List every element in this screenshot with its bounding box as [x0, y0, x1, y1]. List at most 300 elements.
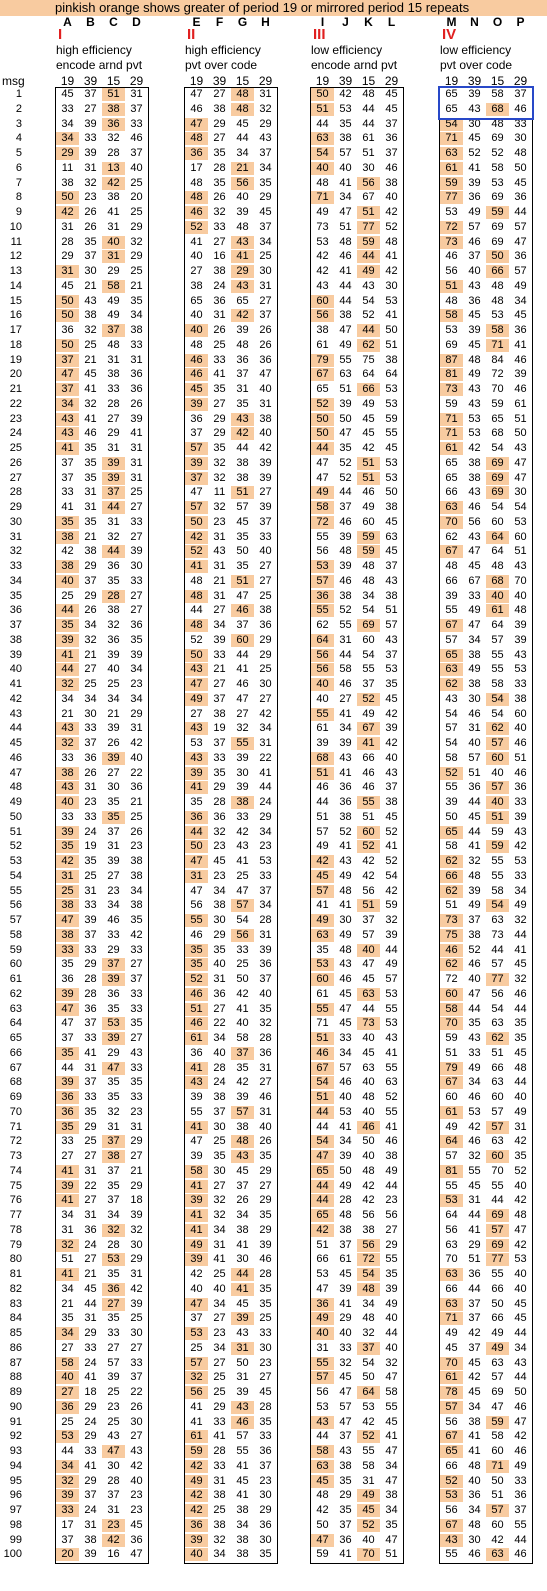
grid-cell[interactable]: 58 — [440, 309, 463, 322]
grid-cell[interactable]: 40 — [514, 1268, 527, 1280]
grid-cell[interactable]: 38 — [339, 1223, 352, 1236]
grid-cell[interactable]: 41 — [385, 1120, 398, 1133]
grid-cell[interactable]: 61 — [440, 1106, 463, 1119]
grid-cell[interactable]: 36 — [514, 191, 527, 204]
grid-cell[interactable]: 39 — [385, 1282, 398, 1295]
grid-cell[interactable]: 48 — [190, 176, 203, 189]
grid-cell[interactable]: 43 — [468, 530, 481, 543]
grid-cell[interactable]: 49 — [185, 1475, 208, 1488]
grid-cell[interactable]: 67 — [440, 1519, 463, 1532]
grid-cell[interactable]: 30 — [339, 914, 352, 926]
grid-cell[interactable]: 45 — [385, 102, 398, 115]
grid-cell[interactable]: 40 — [486, 590, 509, 603]
grid-cell[interactable]: 29 — [339, 1489, 352, 1502]
grid-cell[interactable]: 46 — [316, 781, 329, 794]
grid-cell[interactable]: 41 — [84, 1459, 97, 1472]
grid-cell[interactable]: 64 — [486, 531, 509, 544]
grid-cell[interactable]: 28 — [339, 1194, 352, 1207]
grid-cell[interactable]: 40 — [385, 1312, 398, 1325]
grid-cell[interactable]: 40 — [311, 678, 334, 691]
grid-cell[interactable]: 30 — [213, 1164, 226, 1177]
grid-cell[interactable]: 31 — [259, 88, 272, 100]
grid-cell[interactable]: 54 — [514, 501, 527, 513]
grid-cell[interactable]: 28 — [213, 1445, 226, 1457]
grid-cell[interactable]: 32 — [213, 456, 226, 469]
grid-cell[interactable]: 21 — [61, 707, 74, 720]
grid-cell[interactable]: 42 — [316, 1504, 329, 1516]
grid-cell[interactable]: 48 — [339, 943, 352, 956]
grid-cell[interactable]: 36 — [56, 1106, 79, 1119]
grid-cell[interactable]: 40 — [130, 161, 143, 174]
grid-cell[interactable]: 37 — [385, 117, 398, 130]
grid-cell[interactable]: 42 — [130, 737, 143, 749]
grid-cell[interactable]: 39 — [236, 324, 249, 336]
grid-cell[interactable]: 45 — [445, 1341, 458, 1354]
grid-cell[interactable]: 35 — [339, 117, 352, 130]
grid-cell[interactable]: 52 — [468, 147, 481, 159]
grid-cell[interactable]: 41 — [339, 1548, 352, 1561]
grid-cell[interactable]: 39 — [190, 1150, 203, 1162]
grid-cell[interactable]: 29 — [259, 1504, 272, 1516]
grid-cell[interactable]: 33 — [130, 515, 143, 528]
grid-cell[interactable]: 36 — [84, 751, 97, 764]
grid-cell[interactable]: 38 — [213, 707, 226, 720]
grid-cell[interactable]: 35 — [107, 1179, 120, 1192]
grid-cell[interactable]: 69 — [491, 132, 504, 145]
grid-cell[interactable]: 37 — [84, 88, 97, 100]
grid-cell[interactable]: 35 — [259, 1415, 272, 1428]
grid-cell[interactable]: 66 — [357, 383, 380, 396]
grid-cell[interactable]: 32 — [259, 1017, 272, 1030]
grid-cell[interactable]: 38 — [107, 368, 120, 381]
grid-cell[interactable]: 27 — [213, 1356, 226, 1369]
grid-cell[interactable]: 57 — [486, 781, 509, 794]
grid-cell[interactable]: 58 — [362, 1459, 375, 1472]
grid-cell[interactable]: 53 — [185, 1327, 208, 1340]
grid-cell[interactable]: 60 — [491, 1091, 504, 1103]
grid-cell[interactable]: 31 — [102, 250, 125, 263]
grid-cell[interactable]: 59 — [445, 1032, 458, 1044]
grid-cell[interactable]: 34 — [259, 235, 272, 248]
grid-cell[interactable]: 34 — [339, 1135, 352, 1148]
grid-cell[interactable]: 53 — [385, 456, 398, 469]
grid-cell[interactable]: 52 — [357, 693, 380, 706]
grid-cell[interactable]: 42 — [362, 442, 375, 454]
grid-cell[interactable]: 60 — [491, 1518, 504, 1531]
grid-cell[interactable]: 40 — [213, 958, 226, 971]
grid-cell[interactable]: 45 — [236, 1297, 249, 1310]
grid-cell[interactable]: 29 — [259, 1164, 272, 1177]
grid-cell[interactable]: 34 — [259, 899, 272, 912]
grid-cell[interactable]: 45 — [385, 1415, 398, 1428]
grid-cell[interactable]: 31 — [107, 515, 120, 528]
grid-cell[interactable]: 69 — [486, 1209, 509, 1222]
grid-cell[interactable]: 52 — [185, 973, 208, 986]
grid-cell[interactable]: 49 — [445, 1120, 458, 1133]
grid-cell[interactable]: 37 — [259, 147, 272, 159]
grid-cell[interactable]: 39 — [445, 796, 458, 808]
grid-cell[interactable]: 48 — [362, 88, 375, 100]
grid-cell[interactable]: 29 — [259, 633, 272, 646]
grid-cell[interactable]: 71 — [440, 413, 463, 426]
grid-cell[interactable]: 49 — [339, 1179, 352, 1192]
grid-cell[interactable]: 70 — [491, 383, 504, 395]
grid-cell[interactable]: 37 — [102, 958, 125, 971]
grid-cell[interactable]: 35 — [84, 235, 97, 248]
grid-cell[interactable]: 34 — [213, 1341, 226, 1354]
grid-cell[interactable]: 54 — [362, 1356, 375, 1369]
grid-cell[interactable]: 51 — [445, 899, 458, 912]
grid-cell[interactable]: 38 — [84, 545, 97, 558]
grid-cell[interactable]: 56 — [185, 1386, 208, 1399]
grid-cell[interactable]: 57 — [231, 899, 254, 912]
grid-cell[interactable]: 51 — [185, 1003, 208, 1016]
grid-cell[interactable]: 62 — [486, 1032, 509, 1045]
grid-cell[interactable]: 63 — [440, 663, 463, 676]
grid-cell[interactable]: 66 — [491, 1061, 504, 1074]
grid-cell[interactable]: 43 — [385, 574, 398, 587]
grid-cell[interactable]: 45 — [311, 1475, 334, 1488]
grid-cell[interactable]: 33 — [130, 1061, 143, 1074]
grid-cell[interactable]: 41 — [231, 1283, 254, 1296]
grid-cell[interactable]: 71 — [486, 1460, 509, 1473]
grid-cell[interactable]: 46 — [231, 1416, 254, 1429]
grid-cell[interactable]: 23 — [130, 1105, 143, 1118]
grid-cell[interactable]: 40 — [236, 191, 249, 204]
grid-cell[interactable]: 35 — [130, 1017, 143, 1030]
grid-cell[interactable]: 32 — [56, 678, 79, 691]
grid-cell[interactable]: 43 — [339, 855, 352, 867]
grid-cell[interactable]: 59 — [491, 397, 504, 410]
grid-cell[interactable]: 49 — [468, 368, 481, 381]
grid-cell[interactable]: 39 — [185, 1534, 208, 1547]
grid-cell[interactable]: 45 — [514, 1046, 527, 1059]
grid-cell[interactable]: 59 — [491, 825, 504, 838]
grid-cell[interactable]: 44 — [61, 1445, 74, 1457]
grid-cell[interactable]: 44 — [468, 1209, 481, 1221]
grid-cell[interactable]: 42 — [185, 1489, 208, 1502]
grid-cell[interactable]: 38 — [385, 589, 398, 602]
grid-cell[interactable]: 41 — [339, 840, 352, 853]
grid-cell[interactable]: 56 — [190, 899, 203, 912]
grid-cell[interactable]: 42 — [185, 531, 208, 544]
grid-cell[interactable]: 25 — [236, 958, 249, 971]
grid-cell[interactable]: 51 — [339, 383, 352, 395]
grid-cell[interactable]: 35 — [259, 1150, 272, 1162]
grid-cell[interactable]: 49 — [445, 1327, 458, 1339]
grid-cell[interactable]: 31 — [84, 1518, 97, 1531]
grid-cell[interactable]: 41 — [185, 1209, 208, 1222]
grid-cell[interactable]: 36 — [339, 796, 352, 808]
grid-cell[interactable]: 44 — [311, 1194, 334, 1207]
grid-cell[interactable]: 47 — [185, 1298, 208, 1311]
grid-cell[interactable]: 45 — [385, 692, 398, 705]
grid-cell[interactable]: 47 — [130, 1548, 143, 1561]
grid-cell[interactable]: 29 — [213, 427, 226, 440]
grid-cell[interactable]: 30 — [107, 1459, 120, 1472]
grid-cell[interactable]: 23 — [84, 191, 97, 204]
grid-cell[interactable]: 48 — [362, 560, 375, 572]
grid-cell[interactable]: 24 — [84, 1504, 97, 1516]
grid-cell[interactable]: 44 — [185, 826, 208, 839]
grid-cell[interactable]: 60 — [445, 1091, 458, 1103]
grid-cell[interactable]: 57 — [445, 722, 458, 735]
grid-cell[interactable]: 33 — [84, 1445, 97, 1457]
grid-cell[interactable]: 54 — [491, 707, 504, 720]
grid-cell[interactable]: 25 — [213, 1371, 226, 1384]
grid-cell[interactable]: 52 — [311, 398, 334, 411]
grid-cell[interactable]: 51 — [61, 1253, 74, 1266]
grid-cell[interactable]: 41 — [468, 1445, 481, 1457]
grid-cell[interactable]: 31 — [84, 1312, 97, 1325]
grid-cell[interactable]: 48 — [491, 117, 504, 130]
grid-cell[interactable]: 52 — [440, 767, 463, 780]
grid-cell[interactable]: 33 — [56, 1504, 79, 1517]
grid-cell[interactable]: 52 — [514, 1164, 527, 1177]
grid-cell[interactable]: 32 — [213, 501, 226, 513]
grid-cell[interactable]: 29 — [130, 1253, 143, 1266]
grid-cell[interactable]: 45 — [362, 412, 375, 425]
grid-cell[interactable]: 43 — [514, 442, 527, 454]
grid-cell[interactable]: 45 — [130, 1518, 143, 1531]
grid-cell[interactable]: 33 — [514, 117, 527, 130]
grid-cell[interactable]: 31 — [107, 220, 120, 233]
grid-cell[interactable]: 75 — [362, 353, 375, 366]
grid-cell[interactable]: 44 — [316, 117, 329, 130]
grid-cell[interactable]: 22 — [130, 766, 143, 779]
grid-cell[interactable]: 34 — [130, 884, 143, 897]
grid-cell[interactable]: 44 — [236, 648, 249, 661]
grid-cell[interactable]: 73 — [316, 220, 329, 233]
grid-cell[interactable]: 25 — [107, 1386, 120, 1398]
grid-cell[interactable]: 40 — [468, 265, 481, 277]
grid-cell[interactable]: 37 — [61, 1533, 74, 1546]
grid-cell[interactable]: 34 — [61, 1209, 74, 1221]
grid-cell[interactable]: 32 — [56, 1239, 79, 1252]
grid-cell[interactable]: 57 — [107, 1356, 120, 1369]
grid-cell[interactable]: 41 — [316, 899, 329, 912]
grid-cell[interactable]: 31 — [339, 633, 352, 646]
grid-cell[interactable]: 39 — [259, 501, 272, 513]
grid-cell[interactable]: 27 — [84, 102, 97, 115]
grid-cell[interactable]: 51 — [357, 472, 380, 485]
grid-cell[interactable]: 38 — [213, 265, 226, 277]
grid-cell[interactable]: 42 — [468, 442, 481, 454]
grid-cell[interactable]: 42 — [236, 987, 249, 1000]
grid-cell[interactable]: 66 — [486, 265, 509, 278]
grid-cell[interactable]: 41 — [339, 766, 352, 779]
grid-cell[interactable]: 40 — [130, 751, 143, 764]
grid-cell[interactable]: 38 — [468, 471, 481, 484]
grid-cell[interactable]: 33 — [468, 589, 481, 602]
grid-cell[interactable]: 45 — [362, 1046, 375, 1059]
grid-cell[interactable]: 53 — [514, 663, 527, 676]
grid-cell[interactable]: 37 — [61, 456, 74, 469]
grid-cell[interactable]: 39 — [56, 988, 79, 1001]
grid-cell[interactable]: 50 — [56, 339, 79, 352]
grid-cell[interactable]: 42 — [514, 1194, 527, 1207]
grid-cell[interactable]: 57 — [236, 1430, 249, 1443]
grid-cell[interactable]: 43 — [130, 1046, 143, 1059]
grid-cell[interactable]: 47 — [339, 427, 352, 440]
grid-cell[interactable]: 57 — [491, 1105, 504, 1118]
grid-cell[interactable]: 51 — [311, 1091, 334, 1104]
grid-cell[interactable]: 39 — [236, 1091, 249, 1103]
grid-cell[interactable]: 53 — [491, 309, 504, 322]
grid-cell[interactable]: 36 — [514, 781, 527, 794]
grid-cell[interactable]: 77 — [440, 191, 463, 204]
grid-cell[interactable]: 51 — [357, 206, 380, 219]
grid-cell[interactable]: 59 — [185, 1445, 208, 1458]
grid-cell[interactable]: 38 — [316, 324, 329, 336]
grid-cell[interactable]: 39 — [231, 1312, 254, 1325]
grid-cell[interactable]: 48 — [445, 294, 458, 307]
grid-cell[interactable]: 39 — [102, 973, 125, 986]
grid-cell[interactable]: 46 — [357, 1121, 380, 1134]
grid-cell[interactable]: 61 — [440, 162, 463, 175]
grid-cell[interactable]: 29 — [259, 1194, 272, 1207]
grid-cell[interactable]: 55 — [514, 1518, 527, 1531]
grid-cell[interactable]: 39 — [190, 1091, 203, 1103]
grid-cell[interactable]: 36 — [259, 1046, 272, 1059]
grid-cell[interactable]: 38 — [259, 604, 272, 617]
grid-cell[interactable]: 39 — [185, 398, 208, 411]
grid-cell[interactable]: 41 — [84, 1371, 97, 1384]
grid-cell[interactable]: 42 — [339, 88, 352, 100]
grid-cell[interactable]: 42 — [56, 855, 79, 868]
grid-cell[interactable]: 45 — [385, 88, 398, 100]
grid-cell[interactable]: 54 — [362, 294, 375, 307]
grid-cell[interactable]: 30 — [213, 1120, 226, 1133]
grid-cell[interactable]: 29 — [213, 1400, 226, 1413]
grid-cell[interactable]: 62 — [316, 619, 329, 631]
grid-cell[interactable]: 44 — [102, 545, 125, 558]
grid-cell[interactable]: 39 — [185, 767, 208, 780]
grid-cell[interactable]: 38 — [468, 678, 481, 690]
grid-cell[interactable]: 50 — [185, 516, 208, 529]
grid-cell[interactable]: 34 — [130, 663, 143, 676]
grid-cell[interactable]: 58 — [491, 1430, 504, 1443]
grid-cell[interactable]: 46 — [514, 1548, 527, 1561]
grid-cell[interactable]: 40 — [514, 589, 527, 602]
grid-cell[interactable]: 36 — [259, 1518, 272, 1531]
grid-cell[interactable]: 56 — [231, 929, 254, 942]
grid-cell[interactable]: 66 — [491, 1312, 504, 1325]
grid-cell[interactable]: 25 — [259, 1312, 272, 1325]
grid-cell[interactable]: 36 — [213, 987, 226, 1000]
grid-cell[interactable]: 57 — [185, 501, 208, 514]
grid-cell[interactable]: 51 — [362, 810, 375, 823]
grid-cell[interactable]: 43 — [514, 825, 527, 838]
grid-cell[interactable]: 28 — [84, 987, 97, 1000]
grid-cell[interactable]: 28 — [102, 590, 125, 603]
grid-cell[interactable]: 47 — [102, 1062, 125, 1075]
grid-cell[interactable]: 29 — [84, 1474, 97, 1487]
grid-cell[interactable]: 55 — [491, 1179, 504, 1192]
grid-cell[interactable]: 32 — [385, 1356, 398, 1369]
grid-cell[interactable]: 47 — [339, 1415, 352, 1428]
grid-cell[interactable]: 27 — [102, 1298, 125, 1311]
grid-cell[interactable]: 33 — [84, 810, 97, 823]
grid-cell[interactable]: 44 — [61, 1061, 74, 1074]
grid-cell[interactable]: 26 — [130, 825, 143, 838]
grid-cell[interactable]: 33 — [130, 338, 143, 351]
grid-cell[interactable]: 39 — [185, 1253, 208, 1266]
grid-cell[interactable]: 33 — [130, 574, 143, 587]
grid-cell[interactable]: 35 — [259, 1297, 272, 1310]
grid-cell[interactable]: 41 — [185, 560, 208, 573]
grid-cell[interactable]: 44 — [514, 1371, 527, 1384]
grid-cell[interactable]: 50 — [236, 973, 249, 985]
grid-cell[interactable]: 33 — [107, 383, 120, 395]
grid-cell[interactable]: 41 — [213, 1430, 226, 1443]
grid-cell[interactable]: 27 — [190, 707, 203, 720]
grid-cell[interactable]: 41 — [61, 501, 74, 513]
grid-cell[interactable]: 70 — [357, 1548, 380, 1561]
grid-cell[interactable]: 37 — [130, 1371, 143, 1384]
grid-cell[interactable]: 48 — [185, 132, 208, 145]
grid-cell[interactable]: 48 — [185, 191, 208, 204]
grid-cell[interactable]: 69 — [486, 1239, 509, 1252]
grid-cell[interactable]: 44 — [236, 442, 249, 454]
grid-cell[interactable]: 49 — [339, 338, 352, 351]
grid-cell[interactable]: 48 — [491, 560, 504, 572]
grid-cell[interactable]: 53 — [316, 1400, 329, 1413]
grid-cell[interactable]: 35 — [236, 1061, 249, 1074]
grid-cell[interactable]: 42 — [362, 855, 375, 867]
grid-cell[interactable]: 36 — [514, 324, 527, 336]
grid-cell[interactable]: 48 — [236, 338, 249, 351]
grid-cell[interactable]: 34 — [107, 899, 120, 912]
grid-cell[interactable]: 52 — [385, 855, 398, 867]
grid-cell[interactable]: 60 — [231, 634, 254, 647]
grid-cell[interactable]: 42 — [61, 545, 74, 558]
grid-cell[interactable]: 51 — [385, 338, 398, 351]
grid-cell[interactable]: 38 — [236, 1548, 249, 1561]
grid-cell[interactable]: 38 — [130, 899, 143, 912]
grid-cell[interactable]: 25 — [130, 265, 143, 277]
grid-cell[interactable]: 41 — [185, 781, 208, 794]
grid-cell[interactable]: 48 — [445, 560, 458, 572]
grid-cell[interactable]: 31 — [107, 840, 120, 853]
grid-cell[interactable]: 36 — [385, 132, 398, 145]
grid-cell[interactable]: 67 — [362, 191, 375, 204]
grid-cell[interactable]: 31 — [130, 456, 143, 469]
grid-cell[interactable]: 58 — [491, 88, 504, 100]
grid-cell[interactable]: 55 — [385, 1105, 398, 1118]
grid-cell[interactable]: 28 — [107, 397, 120, 410]
grid-cell[interactable]: 53 — [440, 1194, 463, 1207]
grid-cell[interactable]: 38 — [385, 1150, 398, 1162]
grid-cell[interactable]: 47 — [514, 471, 527, 484]
grid-cell[interactable]: 51 — [311, 103, 334, 116]
grid-cell[interactable]: 31 — [213, 589, 226, 602]
grid-cell[interactable]: 39 — [514, 368, 527, 381]
grid-cell[interactable]: 51 — [491, 1046, 504, 1059]
grid-cell[interactable]: 27 — [385, 1223, 398, 1236]
grid-cell[interactable]: 44 — [491, 1194, 504, 1207]
grid-cell[interactable]: 38 — [107, 191, 120, 204]
grid-cell[interactable]: 23 — [130, 840, 143, 853]
grid-cell[interactable]: 38 — [213, 1489, 226, 1502]
grid-cell[interactable]: 49 — [385, 958, 398, 971]
grid-cell[interactable]: 40 — [468, 737, 481, 749]
grid-cell[interactable]: 67 — [311, 368, 334, 381]
grid-cell[interactable]: 53 — [102, 1253, 125, 1266]
grid-cell[interactable]: 30 — [84, 265, 97, 277]
grid-cell[interactable]: 60 — [440, 988, 463, 1001]
grid-cell[interactable]: 21 — [130, 1164, 143, 1177]
